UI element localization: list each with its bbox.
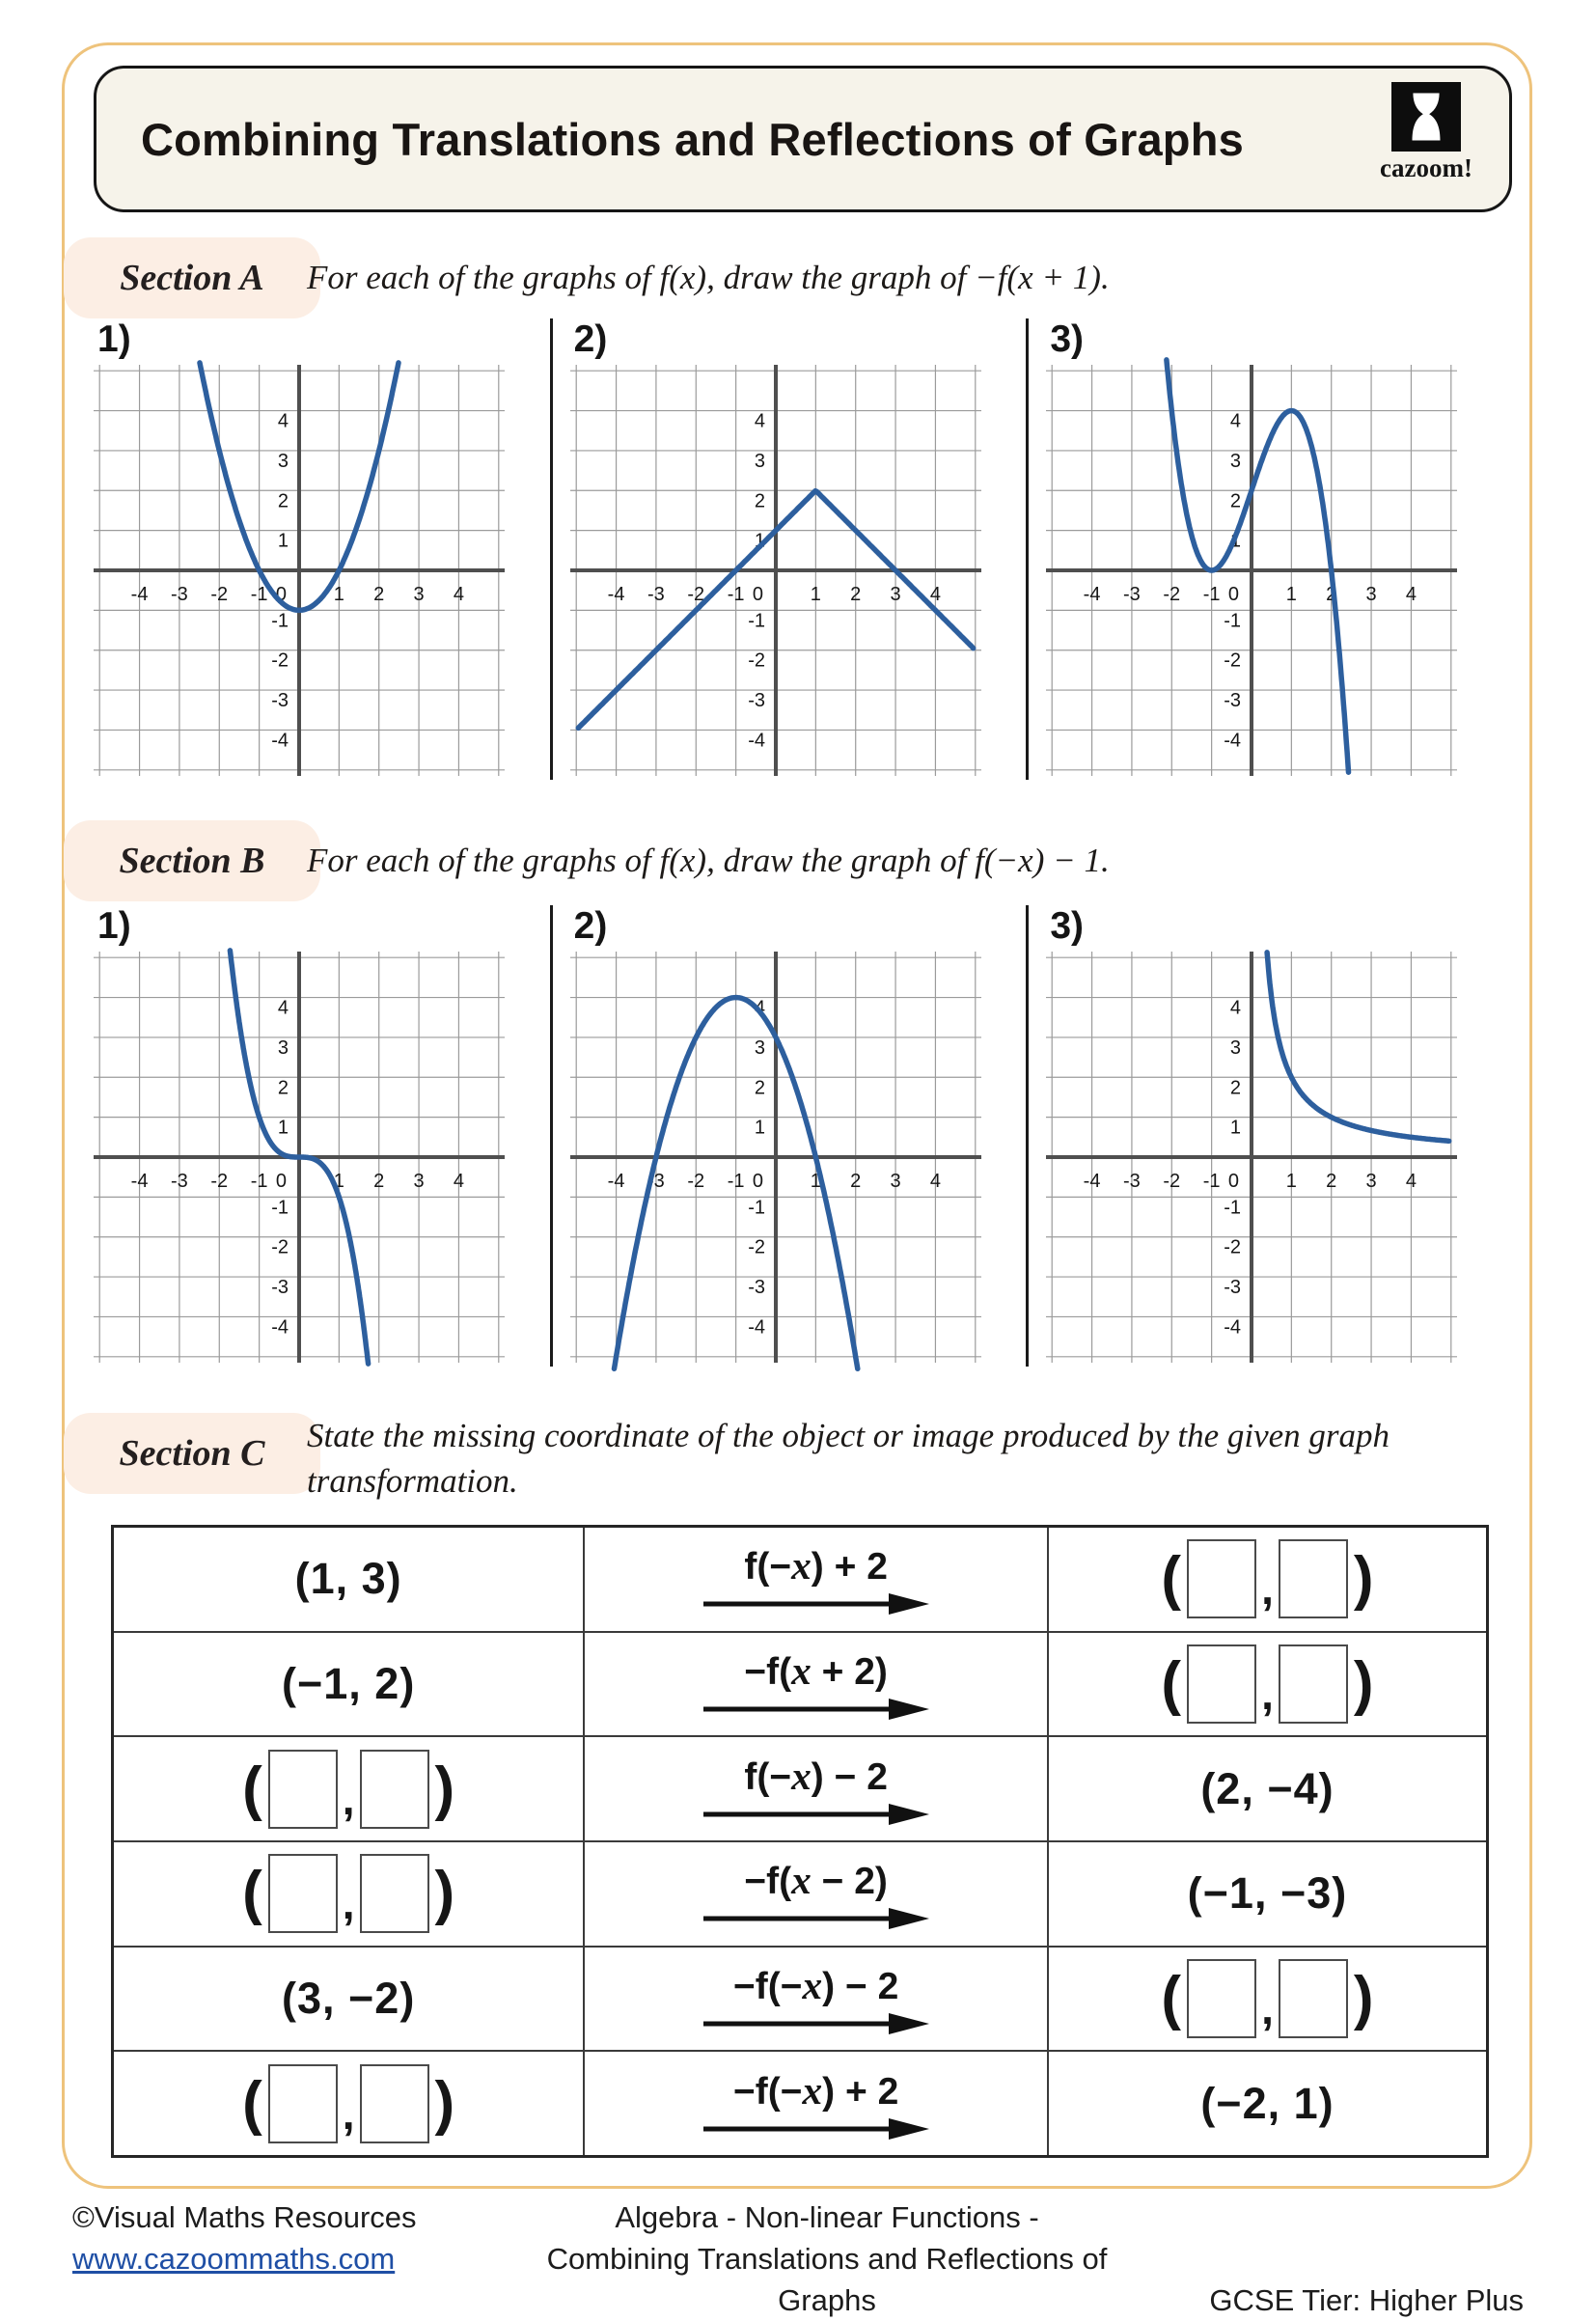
svg-text:-4: -4 [607, 1171, 625, 1192]
arrow-right-icon [702, 1592, 931, 1616]
svg-text:3: 3 [1230, 1036, 1242, 1059]
graph-block-b3 [1026, 905, 1502, 1367]
svg-text:-1: -1 [1203, 584, 1221, 605]
svg-text:2: 2 [1326, 584, 1337, 605]
svg-text:-2: -2 [1224, 1236, 1242, 1258]
answer-coordinate [236, 1854, 460, 1933]
open-paren: ( [242, 2069, 262, 2137]
graph-number: 2) [573, 905, 608, 947]
open-paren: ( [242, 1860, 262, 1927]
arrow-right-icon [702, 1698, 931, 1721]
svg-text:-3: -3 [171, 1171, 188, 1192]
svg-text:1: 1 [1286, 584, 1298, 605]
answer-box-x[interactable] [1187, 1959, 1256, 2038]
svg-text:-2: -2 [687, 1171, 704, 1192]
svg-text:-4: -4 [271, 730, 289, 752]
section-b-graphs [92, 905, 1502, 1367]
image-cell [1047, 2052, 1486, 2155]
svg-text:4: 4 [929, 584, 941, 605]
answer-box-x[interactable] [268, 2064, 338, 2143]
comma: , [1261, 1669, 1274, 1719]
section-a-instruction: For each of the graphs of f(x), draw the graph of −f(x + 1). [307, 259, 1110, 296]
svg-text:3: 3 [754, 1036, 765, 1059]
svg-text:-1: -1 [747, 610, 765, 632]
comma: , [1261, 1563, 1274, 1615]
arrow-right-icon [702, 2117, 931, 2141]
transformation-cell [583, 1528, 1047, 1631]
close-paren: ) [434, 1860, 455, 1927]
image-coordinate: (−2, 1) [1200, 2078, 1335, 2128]
svg-text:2: 2 [373, 584, 385, 605]
footer [72, 2197, 1524, 2321]
svg-text:-3: -3 [747, 1277, 765, 1299]
graph-block-a2 [550, 318, 1027, 780]
graph-b2-downward-parabola [570, 952, 981, 1363]
answer-box-y[interactable] [360, 1750, 429, 1829]
svg-text:2: 2 [373, 1171, 385, 1192]
svg-text:-4: -4 [130, 584, 149, 605]
answer-box-y[interactable] [360, 2064, 429, 2143]
svg-text:4: 4 [929, 1171, 941, 1192]
svg-text:3: 3 [1365, 1171, 1377, 1192]
svg-text:-1: -1 [250, 584, 268, 605]
svg-text:-4: -4 [271, 1316, 289, 1339]
svg-text:-4: -4 [1084, 584, 1101, 605]
svg-text:-4: -4 [130, 1171, 149, 1192]
answer-coordinate [1155, 1644, 1379, 1724]
svg-text:4: 4 [277, 410, 289, 432]
graph-number: 1) [97, 905, 131, 947]
svg-text:0: 0 [1228, 1171, 1240, 1192]
graph-a3-cubic [1046, 365, 1457, 776]
comma: , [342, 2087, 355, 2139]
svg-text:-1: -1 [271, 610, 289, 632]
svg-text:2: 2 [754, 490, 765, 512]
section-c-instruction [307, 1411, 1474, 1504]
answer-coordinate [1155, 1539, 1379, 1618]
svg-text:-2: -2 [1224, 649, 1242, 672]
answer-coordinate [1155, 1959, 1379, 2038]
table-row [114, 1840, 1486, 1946]
svg-text:3: 3 [277, 1036, 289, 1059]
page-title: Combining Translations and Reflections of Graphs [141, 113, 1244, 165]
svg-text:-2: -2 [1163, 584, 1181, 605]
svg-text:0: 0 [275, 584, 287, 605]
graph-number: 3) [1050, 318, 1085, 360]
section-a-label: Section A [64, 237, 320, 318]
svg-text:3: 3 [890, 584, 901, 605]
svg-text:2: 2 [1230, 490, 1242, 512]
transformation-cell [583, 1842, 1047, 1946]
svg-text:1: 1 [277, 1117, 289, 1139]
comma: , [1261, 1983, 1274, 2034]
svg-text:-3: -3 [1123, 1171, 1142, 1192]
open-paren: ( [1161, 1545, 1182, 1613]
brand-name: cazoom! [1380, 153, 1472, 182]
graph-block-b1 [92, 905, 550, 1367]
svg-text:4: 4 [453, 1171, 464, 1192]
svg-text:4: 4 [1230, 997, 1242, 1019]
svg-text:-1: -1 [727, 1171, 745, 1192]
svg-text:2: 2 [277, 1077, 289, 1099]
svg-text:-4: -4 [747, 730, 765, 752]
table-row [114, 1735, 1486, 1840]
comma: , [342, 1878, 355, 1929]
graph-number: 3) [1050, 905, 1085, 947]
svg-text:-3: -3 [647, 1171, 665, 1192]
graph-b1-negative-cubic [94, 952, 505, 1363]
svg-text:-2: -2 [210, 584, 229, 605]
transformation-label: f(−x) − 2 [744, 1753, 888, 1798]
close-paren: ) [1353, 1965, 1374, 2032]
svg-text:3: 3 [1365, 584, 1377, 605]
section-b-label: Section B [64, 820, 320, 901]
svg-text:2: 2 [849, 584, 861, 605]
section-a-graphs [92, 318, 1502, 780]
section-c-instruction-line2: transformation. [307, 1462, 518, 1500]
answer-coordinate [236, 1750, 460, 1829]
transformation-label: −f(−x) − 2 [732, 1963, 899, 2008]
image-cell [1047, 1528, 1486, 1631]
svg-text:-3: -3 [1224, 690, 1242, 712]
svg-text:-1: -1 [1203, 1171, 1221, 1192]
image-coordinate: (−1, −3) [1187, 1868, 1348, 1919]
graph-b3-reciprocal [1046, 952, 1457, 1363]
table-row [114, 1528, 1486, 1631]
svg-text:1: 1 [277, 530, 289, 552]
svg-text:4: 4 [1406, 584, 1417, 605]
svg-text:-1: -1 [727, 584, 745, 605]
transformation-cell [583, 1948, 1047, 2051]
answer-box-y[interactable] [360, 1854, 429, 1933]
open-paren: ( [1161, 1965, 1182, 2032]
svg-text:-3: -3 [271, 690, 289, 712]
svg-text:-1: -1 [271, 1197, 289, 1219]
svg-text:-3: -3 [647, 584, 665, 605]
image-cell [1047, 1737, 1486, 1840]
object-cell [114, 1633, 583, 1736]
svg-text:-3: -3 [1224, 1277, 1242, 1299]
transformation-label: −f(x − 2) [744, 1858, 888, 1903]
footer-left [72, 2197, 497, 2321]
close-paren: ) [1353, 1650, 1374, 1717]
footer-center [497, 2197, 1157, 2321]
svg-text:2: 2 [849, 1171, 861, 1192]
svg-text:0: 0 [752, 1171, 763, 1192]
svg-text:-2: -2 [747, 1236, 765, 1258]
svg-text:2: 2 [754, 1077, 765, 1099]
svg-text:-2: -2 [271, 649, 289, 672]
svg-text:4: 4 [754, 410, 765, 432]
svg-text:3: 3 [1230, 450, 1242, 472]
open-paren: ( [1161, 1650, 1182, 1717]
transformation-cell [583, 1633, 1047, 1736]
arrow-right-icon [702, 1907, 931, 1930]
image-cell [1047, 1842, 1486, 1946]
answer-box-y[interactable] [1279, 1539, 1348, 1618]
svg-text:-2: -2 [210, 1171, 229, 1192]
comma: , [342, 1773, 355, 1824]
svg-text:4: 4 [1230, 410, 1242, 432]
table-row [114, 1631, 1486, 1736]
svg-text:3: 3 [890, 1171, 901, 1192]
svg-text:-1: -1 [250, 1171, 268, 1192]
svg-text:-4: -4 [747, 1316, 765, 1339]
table-row [114, 1946, 1486, 2051]
graph-block-a1 [92, 318, 550, 780]
graph-block-b2 [550, 905, 1027, 1367]
answer-box-x[interactable] [1187, 1539, 1256, 1618]
object-cell [114, 1842, 583, 1946]
svg-text:0: 0 [275, 1171, 287, 1192]
tier-label: GCSE Tier: Higher Plus [1209, 2283, 1524, 2317]
transformation-label: −f(x + 2) [744, 1648, 888, 1693]
svg-text:1: 1 [754, 1117, 765, 1139]
svg-text:1: 1 [810, 584, 821, 605]
svg-text:-2: -2 [747, 649, 765, 672]
svg-text:-4: -4 [607, 584, 625, 605]
arrow-right-icon [702, 1803, 931, 1826]
svg-text:2: 2 [277, 490, 289, 512]
svg-text:4: 4 [453, 584, 464, 605]
close-paren: ) [434, 2069, 455, 2137]
svg-text:3: 3 [754, 450, 765, 472]
graph-a1-parabola [94, 365, 505, 776]
close-paren: ) [434, 1755, 455, 1822]
svg-text:-4: -4 [1084, 1171, 1101, 1192]
topic-line1: Algebra - Non-linear Functions - [615, 2200, 1039, 2234]
transformation-cell [583, 1737, 1047, 1840]
answer-box-y[interactable] [1279, 1959, 1348, 2038]
section-b-instruction: For each of the graphs of f(x), draw the graph of f(−x) − 1. [307, 842, 1110, 879]
answer-box-x[interactable] [268, 1854, 338, 1933]
answer-box-x[interactable] [1187, 1644, 1256, 1724]
arrow-right-icon [702, 2012, 931, 2035]
graph-block-a3 [1026, 318, 1502, 780]
transformation-label: f(−x) + 2 [744, 1543, 888, 1589]
image-coordinate: (2, −4) [1200, 1763, 1335, 1813]
image-cell [1047, 1948, 1486, 2051]
svg-text:1: 1 [754, 530, 765, 552]
svg-text:1: 1 [810, 1171, 821, 1192]
svg-text:1: 1 [1230, 530, 1242, 552]
svg-text:4: 4 [277, 997, 289, 1019]
close-paren: ) [1353, 1545, 1374, 1613]
svg-text:-3: -3 [171, 584, 188, 605]
drum-icon [1391, 82, 1461, 152]
svg-text:-4: -4 [1224, 730, 1242, 752]
svg-text:1: 1 [333, 1171, 344, 1192]
svg-text:3: 3 [413, 1171, 425, 1192]
object-coordinate: (−1, 2) [282, 1659, 416, 1708]
svg-text:-3: -3 [747, 690, 765, 712]
svg-text:-2: -2 [271, 1236, 289, 1258]
graph-number: 1) [97, 318, 131, 360]
svg-text:4: 4 [1406, 1171, 1417, 1192]
svg-text:-2: -2 [1163, 1171, 1181, 1192]
svg-text:-1: -1 [1224, 610, 1242, 632]
object-coordinate: (1, 3) [294, 1554, 402, 1604]
transform-table [111, 1525, 1489, 2158]
transformation-cell [583, 2052, 1047, 2155]
object-cell [114, 1528, 583, 1631]
image-cell [1047, 1633, 1486, 1736]
svg-text:2: 2 [1326, 1171, 1337, 1192]
svg-text:3: 3 [413, 584, 425, 605]
answer-box-x[interactable] [268, 1750, 338, 1829]
svg-text:-4: -4 [1224, 1316, 1242, 1339]
transformation-label: −f(−x) + 2 [732, 2067, 899, 2113]
table-row [114, 2050, 1486, 2155]
svg-text:0: 0 [1228, 584, 1240, 605]
topic-line2: Combining Translations and Reflections of Graphs [546, 2242, 1108, 2317]
svg-text:3: 3 [277, 450, 289, 472]
graph-number: 2) [573, 318, 608, 360]
cazoom-logo [1366, 76, 1486, 183]
section-c-label: Section C [64, 1413, 320, 1494]
object-cell [114, 2052, 583, 2155]
website-link[interactable]: www.cazoommaths.com [72, 2242, 396, 2276]
graph-a2-absolute-value [570, 365, 981, 776]
svg-text:-1: -1 [1224, 1197, 1242, 1219]
svg-text:4: 4 [754, 997, 765, 1019]
answer-box-y[interactable] [1279, 1644, 1348, 1724]
svg-text:-1: -1 [747, 1197, 765, 1219]
svg-text:1: 1 [333, 584, 344, 605]
copyright-text: ©Visual Maths Resources [72, 2200, 417, 2234]
svg-text:1: 1 [1286, 1171, 1298, 1192]
object-cell [114, 1948, 583, 2051]
section-c-instruction-line1: State the missing coordinate of the object or image produced by the given graph [307, 1417, 1390, 1454]
object-coordinate: (3, −2) [282, 1974, 416, 2024]
svg-text:-3: -3 [271, 1277, 289, 1299]
svg-text:0: 0 [752, 584, 763, 605]
svg-text:-2: -2 [687, 584, 704, 605]
object-cell [114, 1737, 583, 1840]
answer-coordinate [236, 2064, 460, 2143]
svg-text:-3: -3 [1123, 584, 1142, 605]
open-paren: ( [242, 1755, 262, 1822]
svg-text:1: 1 [1230, 1117, 1242, 1139]
title-box [94, 66, 1512, 212]
svg-text:2: 2 [1230, 1077, 1242, 1099]
